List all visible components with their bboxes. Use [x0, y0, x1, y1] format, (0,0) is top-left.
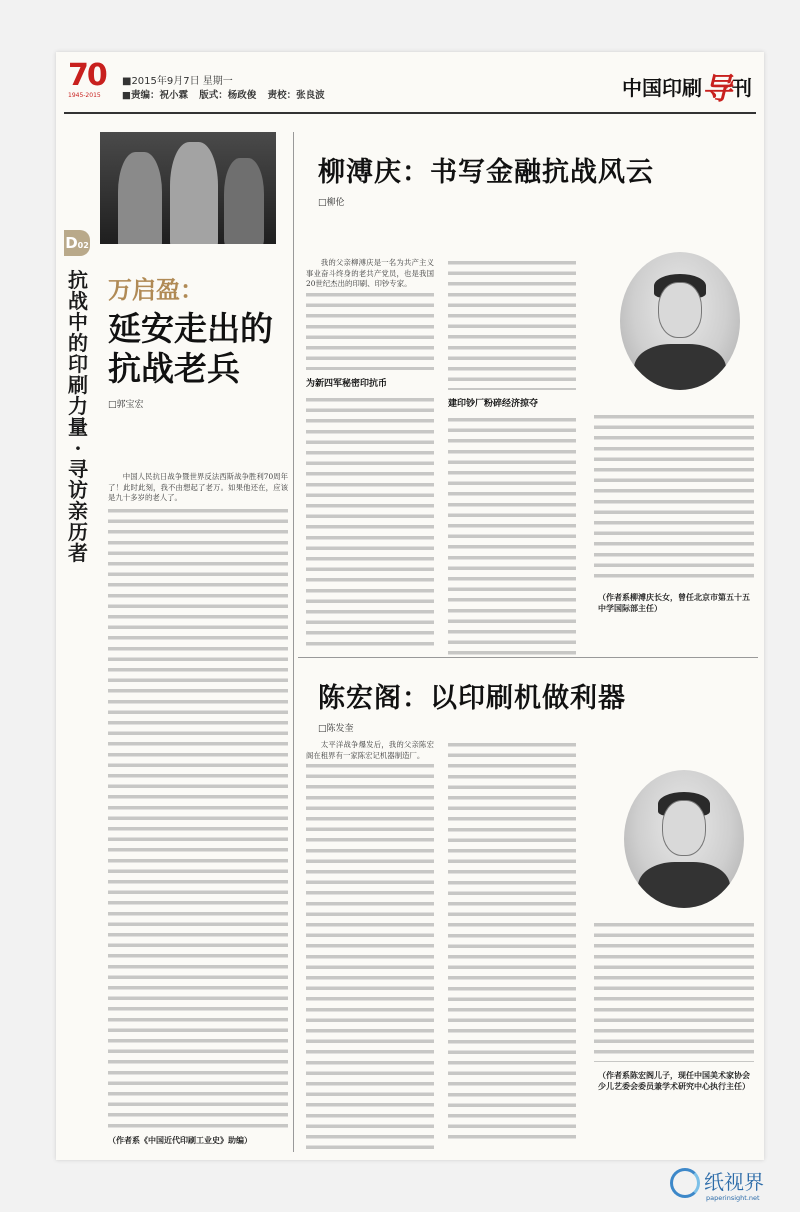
top-subhead-2: 建印钞厂粉碎经济掠夺 [448, 399, 539, 409]
watermark-url: paperinsight.net [706, 1194, 760, 1202]
top-col-2 [448, 258, 576, 655]
watermark-text: 纸视界 [704, 1170, 764, 1194]
top-byline: □柳伦 [318, 198, 345, 208]
anniversary-logo [68, 60, 118, 106]
left-headline-title: 延安走出的抗战老兵 [108, 309, 273, 388]
logo-number: 70 [68, 58, 106, 93]
historic-photo-workers [100, 132, 276, 244]
left-author-note: （作者系《中国近代印刷工业史》助编） [108, 1135, 252, 1145]
bottom-byline: □陈发奎 [318, 724, 354, 734]
header-rule [64, 112, 756, 114]
top-subhead-1: 为新四军秘密印抗币 [306, 378, 388, 389]
masthead-left: 中国印刷 [622, 76, 702, 100]
masthead [622, 64, 752, 108]
top-headline-name: 柳溥庆： [318, 157, 430, 188]
article-wan-qiying [100, 132, 294, 1152]
top-author-caption: （作者系柳溥庆长女，曾任北京市第五十五中学国际部主任） [598, 593, 750, 613]
top-col-3 [594, 412, 754, 580]
page-number-badge [64, 230, 90, 256]
top-headline-title: 书写金融抗战风云 [430, 157, 654, 188]
watermark-logo [670, 1164, 790, 1208]
newspaper-page [56, 52, 764, 1160]
left-lead-paragraph: 中国人民抗日战争暨世界反法西斯战争胜利70周年了！此时此刻，我不由想起了老万。如果他还在，应该是九十多岁的老人了。 [108, 472, 288, 503]
editor-credit: ■责编：祝小霖 [122, 90, 188, 101]
bottom-author-caption: （作者系陈宏阁儿子，现任中国美术家协会少儿艺委会委员兼学术研究中心执行主任） [598, 1071, 750, 1091]
bottom-headline [318, 676, 626, 734]
article-liu-puqing [298, 132, 758, 652]
bottom-headline-name: 陈宏阁： [318, 683, 430, 714]
layout-credit: 版式：杨政俊 [199, 90, 257, 101]
left-byline: □郭宝宏 [108, 400, 144, 410]
bottom-col-3 [594, 920, 754, 1062]
left-body [108, 472, 288, 1146]
section-sidebar [64, 122, 94, 1152]
bottom-col-2 [448, 740, 576, 1145]
page-number-letter: D [65, 234, 78, 252]
credits-line [122, 87, 333, 101]
paperinsight-logo-icon [670, 1168, 700, 1198]
left-headline-name: 万启盈： [108, 275, 204, 304]
portrait-liu-puqing [620, 252, 740, 390]
left-body-text-block [108, 506, 288, 1131]
left-headline [108, 270, 288, 410]
masthead-red: 导 [702, 72, 732, 107]
top-col-1 [306, 258, 434, 650]
date-line: ■2015年9月7日 星期一 [122, 76, 233, 87]
portrait-chen-hongge [624, 770, 744, 908]
top-lead-paragraph: 我的父亲柳溥庆是一名为共产主义事业奋斗终身的老共产党员，也是我国20世纪杰出的印刷、印钞专家。 [306, 258, 434, 289]
bottom-headline-title: 以印刷机做利器 [430, 683, 626, 714]
bottom-lead-paragraph: 太平洋战争爆发后，我的父亲陈宏阁在租界有一家陈宏记机器制造厂。 [306, 740, 434, 760]
logo-years: 1945-2015 [68, 92, 101, 99]
masthead-right: 刊 [732, 76, 752, 100]
proof-credit: 责校：张良波 [267, 90, 325, 101]
bottom-col-1 [306, 740, 434, 1151]
article-chen-hongge [298, 657, 758, 1157]
page-header [56, 52, 764, 114]
top-headline [318, 150, 654, 208]
vertical-section-title: 抗战中的印刷力量·寻访亲历者 [68, 268, 88, 565]
page-number-digits: 02 [77, 241, 89, 250]
